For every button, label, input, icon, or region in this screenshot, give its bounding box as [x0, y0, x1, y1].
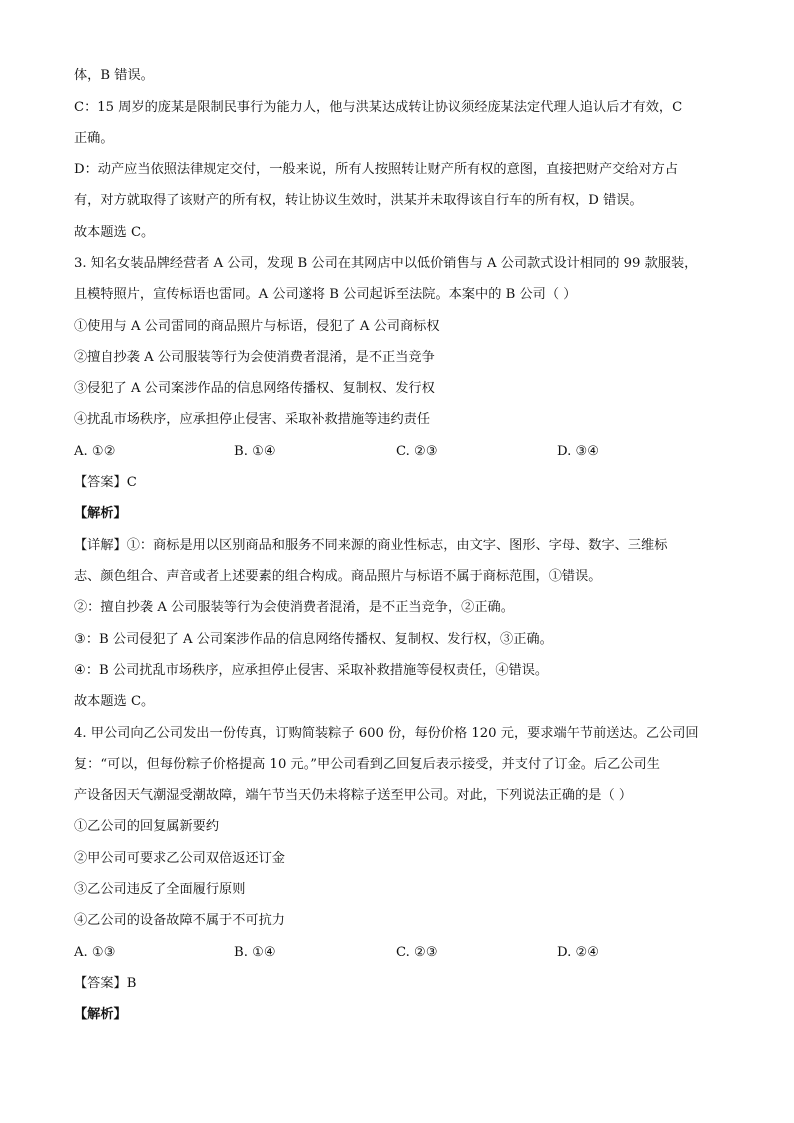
question-4-statement: ④乙公司的设备故障不属于不可抗力	[74, 913, 285, 928]
option-a: A. ①②	[74, 444, 116, 459]
question-4-stem: 复：“可以，但每份粽子价格提高 10 元。”甲公司看到乙回复后表示接受，并支付了订金。后乙公司生	[74, 757, 660, 772]
option-d: D. ②④	[557, 945, 600, 960]
explanation-line: ④：B 公司扰乱市场秩序，应承担停止侵害、采取补救措施等侵权责任，④错误。	[74, 663, 549, 678]
question-4-statement: ③乙公司违反了全面履行原则	[74, 882, 246, 897]
explanation-line: ②：擅自抄袭 A 公司服装等行为会使消费者混淆，是不正当竞争，②正确。	[74, 600, 514, 615]
text-line: D：动产应当依照法律规定交付，一般来说，所有人按照转让财产所有权的意图，直接把财产交给对方占	[74, 162, 679, 177]
question-3-stem: 3. 知名女装品牌经营者 A 公司，发现 B 公司在其网店中以低价销售与 A 公司款式设计相同的 99 款服装，	[74, 256, 698, 271]
question-4-stem: 产设备因天气潮湿受潮故障，端午节当天仍未将粽子送至甲公司。对此，下列说法正确的是（ ）	[74, 788, 633, 803]
answer-label: 【答案】B	[74, 976, 137, 991]
option-b: B. ①④	[234, 945, 276, 960]
text-line: 有，对方就取得了该财产的所有权，转让协议生效时，洪某并未取得该自行车的所有权，D 错误。	[74, 193, 643, 208]
question-4-statement: ②甲公司可要求乙公司双倍返还订金	[74, 851, 285, 866]
option-c: C. ②③	[396, 945, 438, 960]
conclusion-line: 故本题选 C。	[74, 694, 155, 709]
option-c: C. ②③	[396, 444, 438, 459]
text-line: C：15 周岁的庞某是限制民事行为能力人，他与洪某达成转让协议须经庞某法定代理人追认后才有效，C	[74, 100, 683, 115]
text-line: 体，B 错误。	[74, 68, 154, 83]
analysis-label: 【解析】	[74, 506, 127, 521]
question-3-stem: 且模特照片，宣传标语也雷同。A 公司遂将 B 公司起诉至法院。本案中的 B 公司（ ）	[74, 287, 577, 302]
question-3-statement: ④扰乱市场秩序，应承担停止侵害、采取补救措施等违约责任	[74, 412, 431, 427]
question-4-statement: ①乙公司的回复属新要约	[74, 819, 220, 834]
option-b: B. ①④	[234, 444, 276, 459]
explanation-line: 【详解】①：商标是用以区别商品和服务不同来源的商业性标志，由文字、图形、字母、数字、三维标	[74, 538, 668, 553]
option-d: D. ③④	[557, 444, 600, 459]
text-line: 正确。	[74, 131, 114, 146]
analysis-label: 【解析】	[74, 1007, 127, 1022]
question-3-statement: ①使用与 A 公司雷同的商品照片与标语，侵犯了 A 公司商标权	[74, 319, 440, 334]
explanation-line: 志、颜色组合、声音或者上述要素的组合构成。商品照片与标语不属于商标范围，①错误。	[74, 569, 602, 584]
answer-label: 【答案】C	[74, 475, 137, 490]
explanation-line: ③：B 公司侵犯了 A 公司案涉作品的信息网络传播权、复制权、发行权，③正确。	[74, 632, 553, 647]
question-3-statement: ②擅自抄袭 A 公司服装等行为会使消费者混淆，是不正当竞争	[74, 350, 435, 365]
question-3-statement: ③侵犯了 A 公司案涉作品的信息网络传播权、复制权、发行权	[74, 381, 435, 396]
text-line: 故本题选 C。	[74, 225, 155, 240]
option-a: A. ①③	[74, 945, 116, 960]
question-4-stem: 4. 甲公司向乙公司发出一份传真，订购简装粽子 600 份，每份价格 120 元，要求端午节前送达。乙公司回	[74, 726, 699, 741]
